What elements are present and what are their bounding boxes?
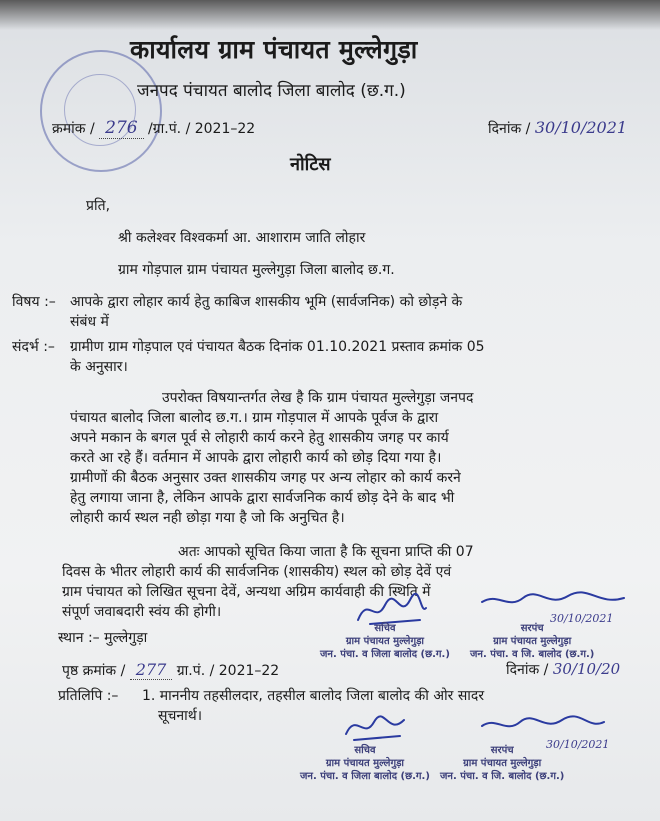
body-para1-line-6: हेतु लगाया जाना है, लेकिन आपके द्वारा सार्वजनिक कार्य छोड़ देने के बाद भी [70,490,455,506]
sarpanch-signature-2 [478,712,608,738]
sarpanch-stamp-2 [440,744,564,783]
sachiv-district-1: जन. पंचा. व जिला बालोद (छ.ग.) [320,649,450,660]
body-para2-line-2: दिवस के भीतर लोहारी कार्य की सार्वजनिक (शासकीय) स्थल को छोड़ देवें एवं [62,564,452,580]
prishth-suffix: ग्रा.पं. / 2021–22 [176,663,280,679]
sachiv-district-2: जन. पंचा. व जिला बालोद (छ.ग.) [300,771,430,782]
sarpanch-hand-date-1: 30/10/2021 [550,612,614,625]
body-para2-line-4: संपूर्ण जवाबदारी स्वंय की होगी। [62,604,222,620]
sarpanch-stamp-1 [470,622,594,661]
reference-line-2: के अनुसार। [70,359,128,375]
body-para1-line-3: अपने मकान के बगल पूर्व से लोहारी कार्य करने हेतु शासकीय जगह पर कार्य [70,430,449,446]
recipient-address: ग्राम गोड़पाल ग्राम पंचायत मुल्लेगुड़ा जिला बालोद छ.ग. [118,262,395,278]
body-para2-line-3: ग्राम पंचायत को लिखित सूचना देवें, अन्यथा अग्रिम कार्यवाही की स्थिति में [62,584,431,600]
office-title: कार्यालय ग्राम पंचायत मुल्लेगुड़ा [130,35,418,64]
sarpanch-district-1: जन. पंचा. व जि. बालोद (छ.ग.) [470,649,595,660]
kramank-value: 276 [99,118,143,139]
sachiv-office-2: ग्राम पंचायत मुल्लेगुड़ा [325,758,405,769]
date-value: 30/10/2021 [534,118,628,137]
date-label: दिनांक / [488,121,531,137]
subject-line-1: आपके द्वारा लोहार कार्य हेतु काबिज शासकीय भूमि (सार्वजनिक) को छोड़ने के [70,294,463,310]
recipient-name: श्री कलेश्वर विश्वकर्मा आ. आशाराम जाति लोहार [118,230,366,246]
body-para1-line-7: लोहारी कार्य स्थल नही छोड़ा गया है जो कि अनुचित है। [70,510,345,526]
page-reference-number [62,660,279,680]
reference-date [488,118,627,138]
notice-heading: नोटिस [290,154,331,175]
sarpanch-office-2: ग्राम पंचायत मुल्लेगुड़ा [463,758,542,769]
subject-label: विषय :– [12,294,56,310]
sarpanch-title-2: सरपंच [490,745,514,756]
panchayat-seal-stamp [40,50,162,172]
copy-to-line-1: 1. माननीय तहसीलदार, तहसील बालोद जिला बालोद की ओर सादर [142,688,485,704]
body-para1-line-2: पंचायत बालोद जिला बालोद छ.ग.। ग्राम गोड़पाल में आपके पूर्वज के द्वारा [70,410,439,426]
sachiv-title-1: सचिव [374,623,396,634]
copy-to-line-2: सूचनार्थ। [158,708,203,724]
sachiv-stamp-2 [300,744,430,783]
kramank-suffix: /ग्रा.पं. / 2021–22 [148,121,256,137]
body-para1-line-5: ग्रामीणों की बैठक अनुसार उक्त शासकीय जगह पर अन्य लोहार को कार्य करने [70,470,461,486]
body-para1-line-1: उपरोक्त विषयान्तर्गत लेख है कि ग्राम पंचायत मुल्लेगुड़ा जनपद [162,390,474,406]
reference-line-1: ग्रामीण ग्राम गोड़पाल एवं पंचायत बैठक दिनांक 01.10.2021 प्रस्ताव क्रमांक 05 [70,339,485,355]
body-para2-line-1: अतः आपको सूचित किया जाता है कि सूचना प्राप्ति की 07 [178,544,474,560]
body-para1-line-4: करते आ रहे हैं। वर्तमान में आपके द्वारा लोहारी कार्य को छोड़ दिया गया है। [70,450,442,466]
office-subtitle: जनपद पंचायत बालोद जिला बालोद (छ.ग.) [137,81,406,101]
prishth-date-label: दिनांक / [506,662,549,678]
sachiv-stamp-1 [320,622,450,661]
kramank-label: क्रमांक / [52,121,95,137]
sachiv-signature-2 [340,708,410,744]
sachiv-title-2: सचिव [354,745,376,756]
sarpanch-hand-date-2: 30/10/2021 [546,738,610,751]
sachiv-office-1: ग्राम पंचायत मुल्लेगुड़ा [345,636,425,647]
subject-line-2: संबंध में [70,314,109,330]
sarpanch-title-1: सरपंच [520,623,544,634]
prishth-value: 277 [130,660,173,680]
reference-number [52,118,255,138]
reference-label: संदर्भ :– [12,339,55,355]
prishth-label: पृष्ठ क्रमांक / [62,663,126,679]
page-top-shadow [0,0,660,30]
copy-to-label: प्रतिलिपि :– [58,688,119,704]
place-label: स्थान :– मुल्लेगुड़ा [58,630,148,646]
prati-label: प्रति, [86,198,111,214]
sarpanch-office-1: ग्राम पंचायत मुल्लेगुड़ा [493,636,572,647]
sarpanch-district-2: जन. पंचा. व जि. बालोद (छ.ग.) [440,771,565,782]
page-reference-date [506,660,620,679]
prishth-date-value: 30/10/20 [552,660,621,678]
